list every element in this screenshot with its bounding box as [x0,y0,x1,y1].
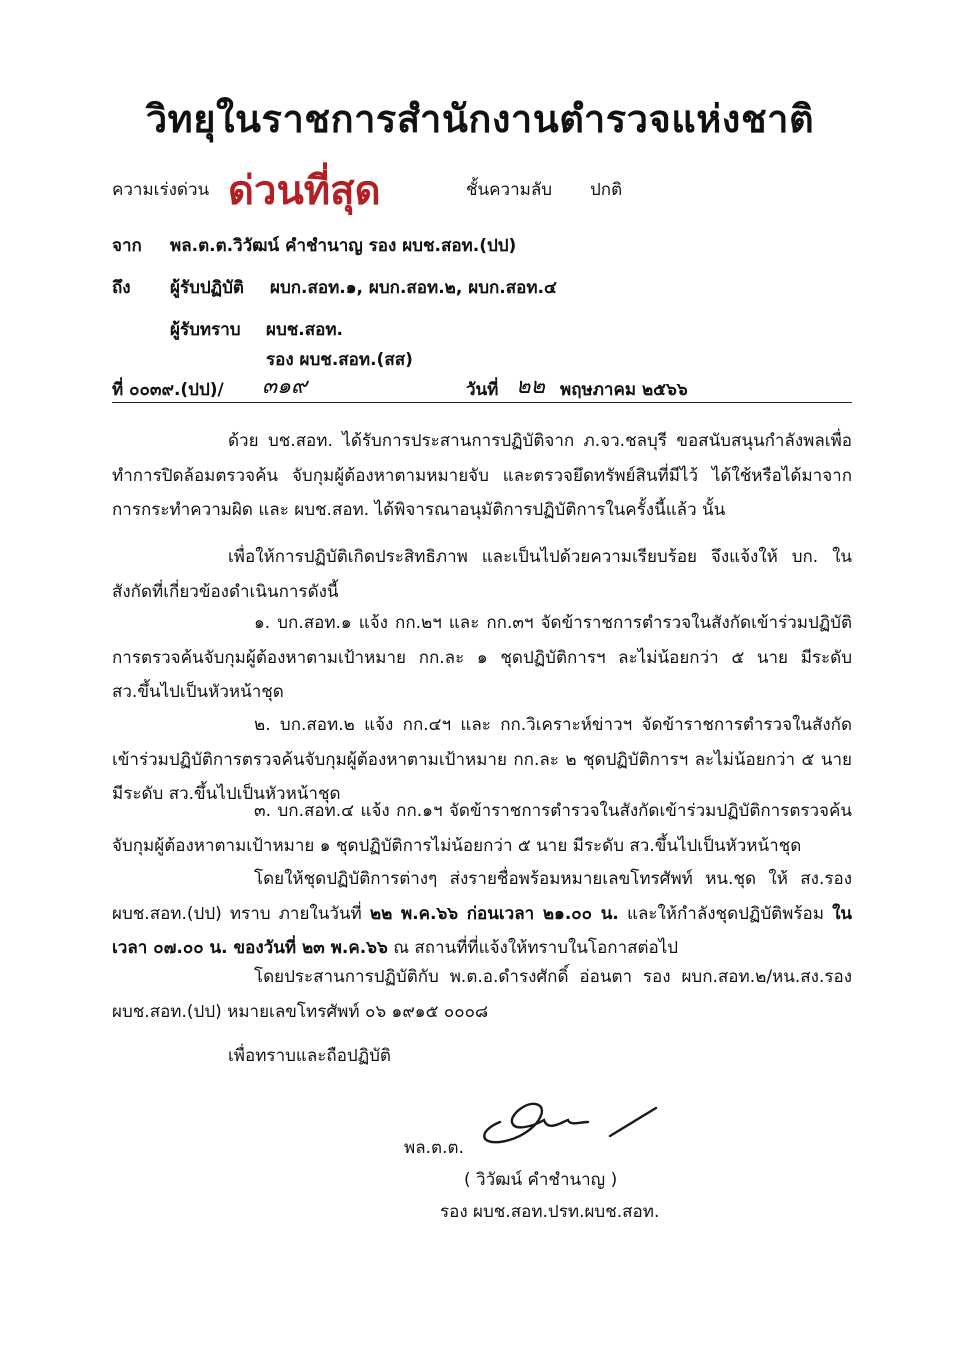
info-role: ผู้รับทราบ [170,320,241,340]
date-day: ๒๒ [516,374,546,399]
list-item-1 [112,606,852,710]
document-title: วิทยุในราชการสำนักงานตำรวจแห่งชาติ [145,97,815,141]
header-divider [112,402,852,403]
paragraph-2 [112,540,852,609]
date-month-year: พฤษภาคม ๒๕๖๖ [560,380,688,400]
ref-label: ที่ ๐๐๓๙.(ปป)/ [112,380,224,400]
paragraph-1 [112,424,852,528]
list-item-3 [112,794,852,863]
signature-position: รอง ผบช.สอท.ปรท.ผบช.สอท. [440,1202,660,1222]
paragraph-3-text-a: โดยให้ชุดปฏิบัติการต่างๆ ส่งรายชื่อพร้อมหมายเลขโทรศัพท์ หน.ชุด ให้ สง.รอง ผบช.สอท.(ปป) ทราบ ภายในวันที่ [112,869,852,924]
paragraph-3-time: ในเวลา ๐๗.๐๐ น. ของวันที่ ๒๓ พ.ค.๖๖ [112,903,853,958]
from-label: จาก [112,236,142,256]
signature-name: ( วิวัฒน์ คำชำนาญ ) [464,1170,618,1190]
paragraph-3-deadline: ๒๒ พ.ค.๖๖ ก่อนเวลา ๒๑.๐๐ น. [369,903,619,924]
info-line2: รอง ผบช.สอท.(สส) [266,350,413,370]
to-value: ผบก.สอท.๑, ผบก.สอท.๒, ผบก.สอท.๔ [270,278,557,298]
urgency-label: ความเร่งด่วน [112,180,210,200]
to-label: ถึง [112,278,131,298]
secrecy-label: ชั้นความลับ [466,180,553,200]
signature-rank: พล.ต.ต. [404,1138,464,1158]
ref-number: ๓๑๙ [262,374,308,399]
list-item-1-text: ๑. บก.สอท.๑ แจ้ง กก.๒ฯ และ กก.๓ฯ จัดข้าราชการตำรวจในสังกัดเข้าร่วมปฏิบัติการตรวจค้นจับกุมผู้ต้องหาตามเป้าหมาย กก.ละ ๑ ชุดปฏิบัติการฯ ละไม่น้อยกว่า ๕ นาย มีระดับ สว.ขึ้นไปเป็นหัวหน้าชุด [112,613,852,702]
from-value: พล.ต.ต.วิวัฒน์ คำชำนาญ รอง ผบช.สอท.(ปป) [170,236,517,256]
list-item-2-text: ๒. บก.สอท.๒ แจ้ง กก.๔ฯ และ กก.วิเคราะห์ข่าวฯ จัดข้าราชการตำรวจในสังกัดเข้าร่วมปฏิบัติการตรวจค้นจับกุมผู้ต้องหาตามเป้าหมาย กก.ละ ๒ ชุดปฏิบัติการฯ ละไม่น้อยกว่า ๕ นาย มีระดับ สว.ขึ้นไปเป็นหัวหน้าชุด [112,715,852,804]
paragraph-3-text-c: และให้กำลังชุดปฏิบัติพร้อม [626,903,824,924]
paragraph-4 [112,960,852,1029]
info-line1: ผบช.สอท. [266,320,343,340]
paragraph-3-text-e: ณ สถานที่ที่แจ้งให้ทราบในโอกาสต่อไป [393,938,679,958]
secrecy-value: ปกติ [590,180,623,200]
handwritten-signature [470,1092,670,1152]
urgency-value: ด่วนที่สุด [228,168,381,214]
paragraph-2-text: เพื่อให้การปฏิบัติเกิดประสิทธิภาพ และเป็นไปด้วยความเรียบร้อย จึงแจ้งให้ บก. ในสังกัดที่เกี่ยวข้องดำเนินการดังนี้ [112,547,852,602]
list-item-3-text: ๓. บก.สอท.๔ แจ้ง กก.๑ฯ จัดข้าราชการตำรวจในสังกัดเข้าร่วมปฏิบัติการตรวจค้นจับกุมผู้ต้องหาตามเป้าหมาย ๑ ชุดปฏิบัติการไม่น้อยกว่า ๕ นาย มีระดับ สว.ขึ้นไปเป็นหัวหน้าชุด [112,801,852,856]
paragraph-4-text: โดยประสานการปฏิบัติกับ พ.ต.อ.ดำรงศักดิ์ อ่อนตา รอง ผบก.สอท.๒/หน.สง.รอง ผบช.สอท.(ปป) หมายเลขโทรศัพท์ ๐๖ ๑๙๑๕ ๐๐๐๘ [112,967,852,1022]
to-role: ผู้รับปฏิบัติ [170,278,244,298]
date-label: วันที่ [466,380,499,400]
closing-line: เพื่อทราบและถือปฏิบัติ [228,1046,391,1066]
paragraph-1-text: ด้วย บช.สอท. ได้รับการประสานการปฏิบัติจาก ภ.จว.ชลบุรี ขอสนับสนุนกำลังพลเพื่อทำการปิดล้อมตรวจค้น จับกุมผู้ต้องหาตามหมายจับ และตรวจยึดทรัพย์สินที่มีไว้ ได้ใช้หรือได้มาจากการกระทำความผิด และ ผบช.สอท. ได้พิจารณาอนุมัติการปฏิบัติการในครั้งนี้แล้ว นั้น [112,431,852,520]
paragraph-3 [112,862,852,966]
